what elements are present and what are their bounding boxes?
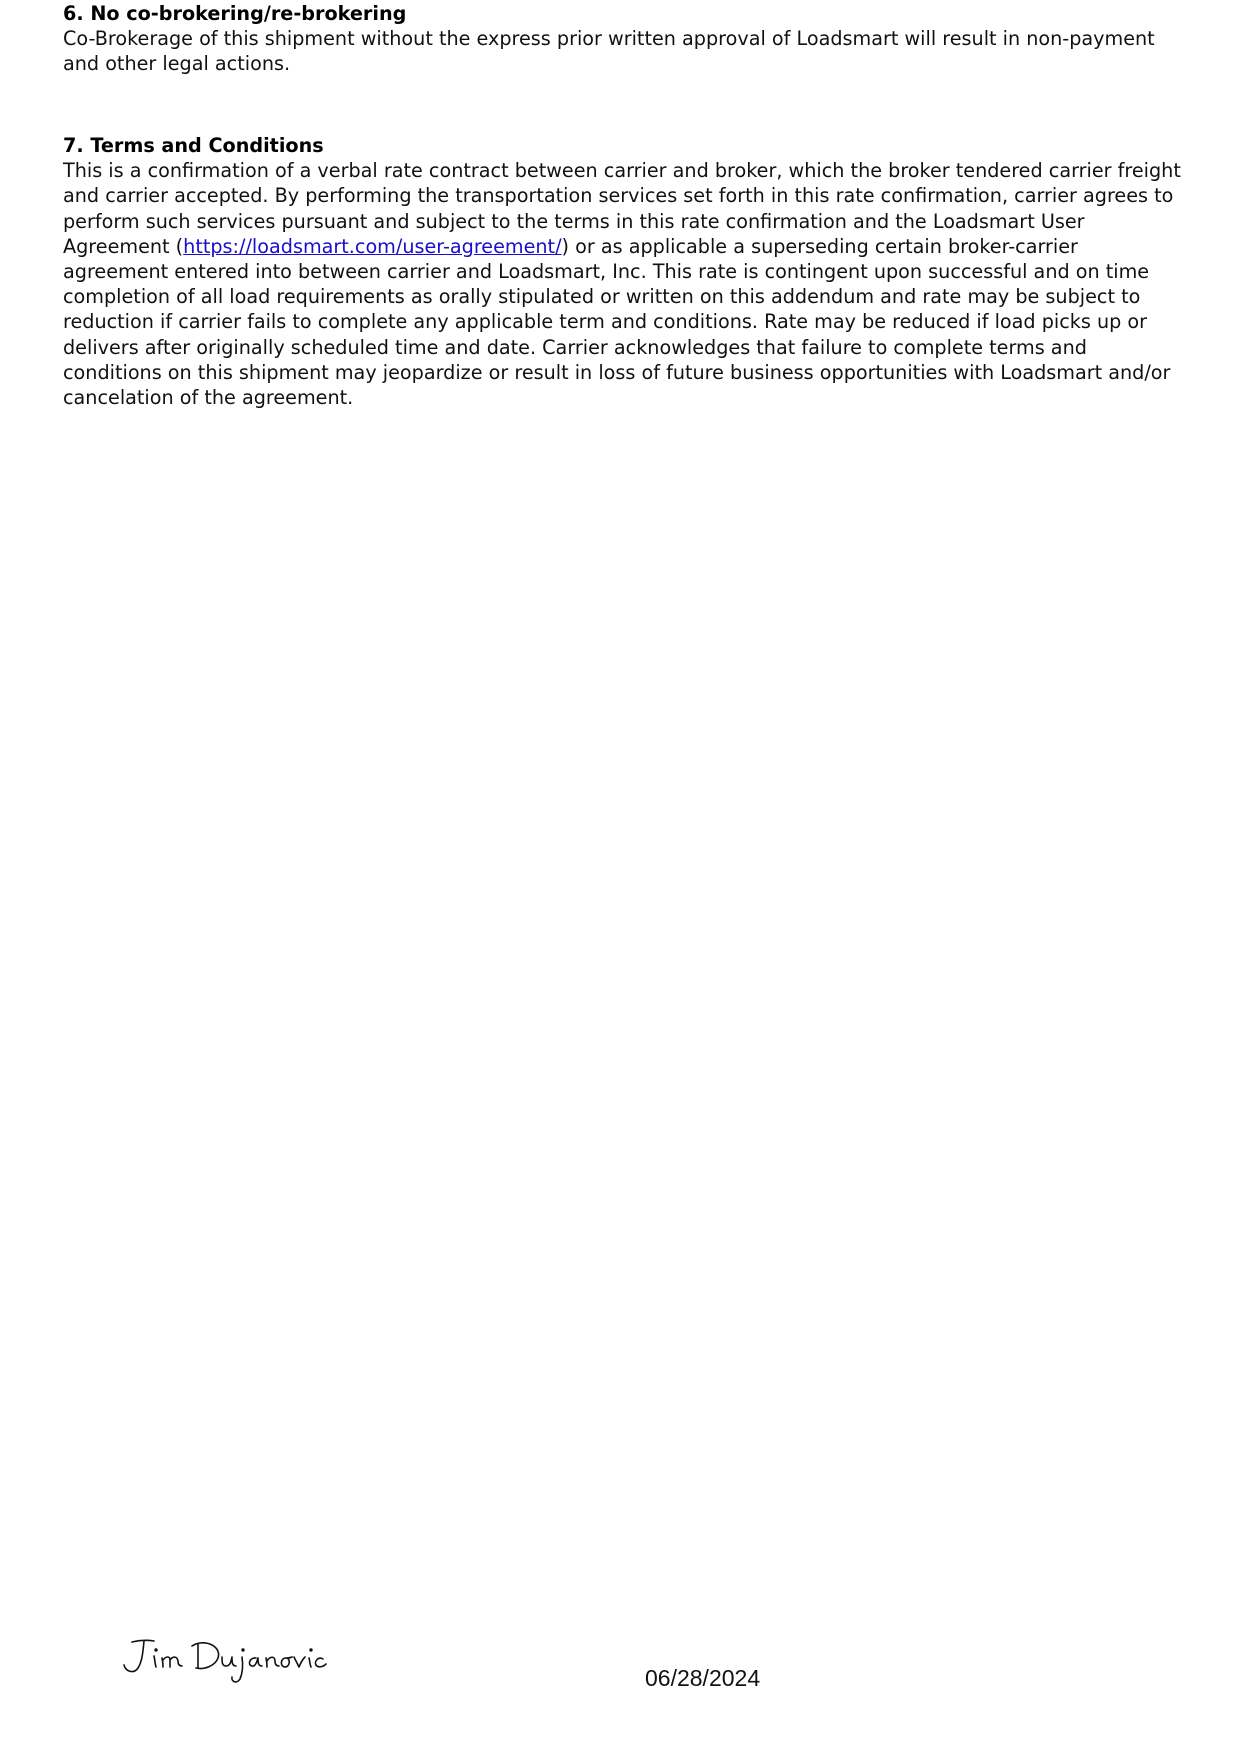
body-text-before-link: This is a confirmation of a verbal rate contract between carrier and broker, which the broker tendered carrier freight and carrier accepted. By performing the transportation services set forth in this rate confirmation, carrier agrees to perform such services pursuant and subject to the terms in this rate confirmation and the Loadsmart User Agreement ( bbox=[63, 159, 1181, 258]
signature-date: 06/28/2024 bbox=[645, 1665, 761, 1691]
body-text-after-link: ) or as applicable a superseding certain broker-carrier agreement entered into between carrier and Loadsmart, Inc. This rate is contingent upon successful and on time completion of all load requirements as orally stipulated or written on this addendum and rate may be subject to reduction if carrier fails to complete any applicable term and conditions. Rate may be reduced if load picks up or delivers after originally scheduled time and date. Carrier acknowledges that failure to complete terms and conditions on this shipment may jeopardize or result in loss of future business opportunities with Loadsmart and/or cancelation of the agreement. bbox=[63, 234, 1171, 410]
handwritten-signature bbox=[118, 1632, 338, 1692]
section-heading: 7. Terms and Conditions bbox=[63, 134, 324, 157]
section-no-co-brokering bbox=[63, 1, 1183, 77]
section-terms-and-conditions bbox=[63, 133, 1183, 410]
user-agreement-link[interactable]: https://loadsmart.com/user-agreement/ bbox=[183, 234, 562, 258]
section-heading: 6. No co-brokering/re-brokering bbox=[63, 2, 407, 25]
section-body: Co-Brokerage of this shipment without the express prior written approval of Loadsmart will result in non-payment and other legal actions. bbox=[63, 27, 1155, 76]
section-body bbox=[63, 158, 1183, 410]
